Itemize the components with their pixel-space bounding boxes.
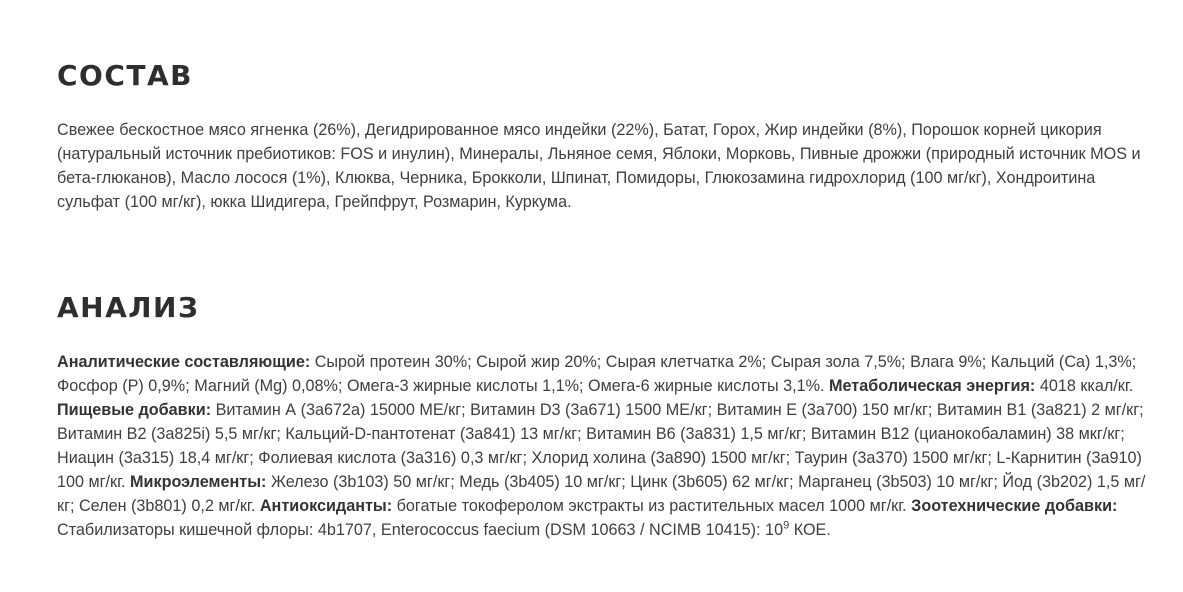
antioxidants-label: Антиоксиданты: bbox=[259, 497, 393, 515]
analysis-text bbox=[57, 350, 1157, 542]
zootechnical-unit: КОЕ. bbox=[789, 521, 831, 539]
analysis-heading: АНАЛИЗ bbox=[57, 291, 200, 324]
trace-elements-label: Микроэлементы: bbox=[130, 473, 267, 491]
additives-text: Витамин А (3a672a) 15000 МЕ/кг; Витамин D3 (3a671) 1500 МЕ/кг; Витамин Е (3a700) 150 мг/кг; Витамин B1 (3a821) 2 мг/кг; Витамин B2 (3a825i) 5,5 мг/кг; Кальций-D-пантотенат (3a841) 13 мг/кг; Витамин B6 (3a831) 1,5 мг/кг; Витамин B12 (цианокобаламин) 38 мкг/кг; Ниацин (3a315) 18,4 мг/кг; Фолиевая кислота (3a316) 0,3 мг/кг; Хлорид холина (3a890) 1500 мг/кг; Таурин (3a370) 1500 мг/кг; L-Карнитин (3a910) 100 мг/кг. bbox=[57, 401, 1144, 491]
energy-text: 4018 ккал/кг. bbox=[1035, 377, 1134, 395]
zootechnical-text: Стабилизаторы кишечной флоры: 4b1707, Enterococcus faecium (DSM 10663 / NCIMB 10415): 10 bbox=[57, 521, 784, 539]
additives-label: Пищевые добавки: bbox=[57, 401, 212, 419]
zootechnical-exponent: 9 bbox=[783, 519, 790, 532]
composition-section bbox=[57, 58, 1157, 214]
antioxidants-text: богатые токоферолом экстракты из растительных масел 1000 мг/кг. bbox=[392, 497, 912, 515]
zootechnical-label: Зоотехнические добавки: bbox=[911, 497, 1118, 515]
energy-label: Метаболическая энергия: bbox=[829, 377, 1036, 395]
trace-elements-text: Железо (3b103) 50 мг/кг; Медь (3b405) 10 мг/кг; Цинк (3b605) 62 мг/кг; Марганец (3b503) 10 мг/кг; Йод (3b202) 1,5 мг/кг; Селен (3b801) 0,2 мг/кг. bbox=[57, 473, 1146, 515]
analytical-label: Аналитические составляющие: bbox=[57, 353, 311, 371]
composition-heading: СОСТАВ bbox=[57, 59, 194, 92]
analytical-text: Сырой протеин 30%; Сырой жир 20%; Сырая клетчатка 2%; Сырая зола 7,5%; Влага 9%; Кальций (Ca) 1,3%; Фосфор (P) 0,9%; Магний (Mg) 0,08%; Омега-3 жирные кислоты 1,1%; Омега-6 жирные кислоты 3,1%. bbox=[57, 353, 1137, 395]
analysis-section bbox=[57, 290, 1157, 542]
composition-text: Свежее бескостное мясо ягненка (26%), Дегидрированное мясо индейки (22%), Батат, Горох, Жир индейки (8%), Порошок корней цикория (натуральный источник пребиотиков: FOS и инулин), Минералы, Льняное семя, Яблоки, Морковь, Пивные дрожжи (природный источник MOS и бета-глюканов), Масло лосося (1%), Клюква, Черника, Брокколи, Шпинат, Помидоры, Глюкозамина гидрохлорид (100 мг/кг), Хондроитина сульфат (100 мг/кг), юкка Шидигера, Грейпфрут, Розмарин, Куркума. bbox=[57, 121, 1141, 211]
